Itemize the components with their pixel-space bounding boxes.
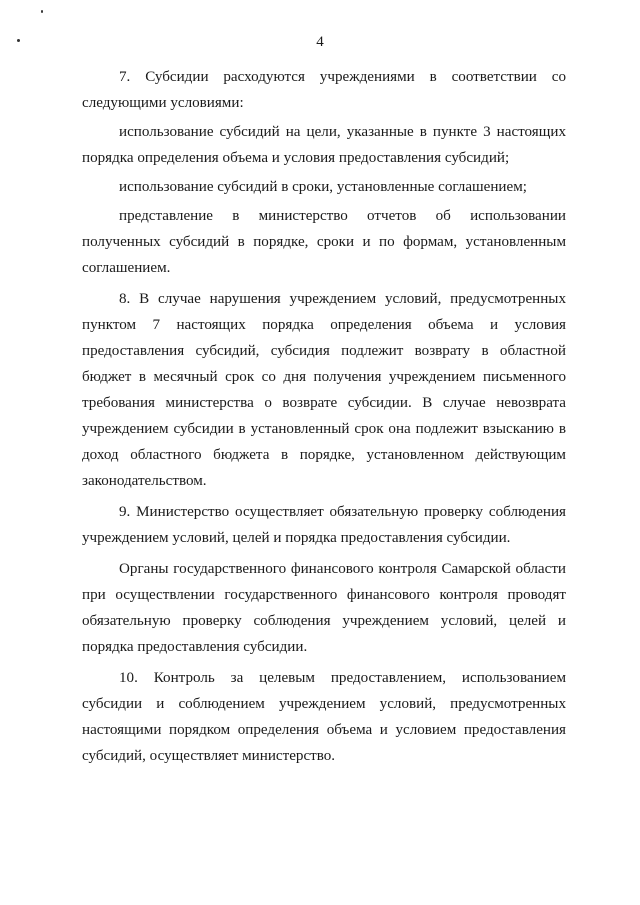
- paragraph-7-condition-1: использование субсидий на цели, указанные в пункте 3 настоящих порядка определения объема и условия предоставления субсидий;: [82, 124, 566, 166]
- paragraph-7-condition-2: использование субсидий в сроки, установленные соглашением;: [119, 179, 527, 195]
- paragraph-7: 7. Субсидии расходуются учреждениями в соответствии со следующими условиями:: [82, 69, 566, 111]
- paragraph-8: 8. В случае нарушения учреждением условий, предусмотренных пунктом 7 настоящих порядка определения объема и условия предоставления субсидий, субсидия подлежит возврату в областной бюджет в месячный срок со дня получения учреждением письменного требования министерства о возврате субсидии. В случае невозврата учреждением субсидии в установленный срок она подлежит взысканию в доход областного бюджета в порядке, установленном действующим законодательством.: [82, 291, 566, 489]
- paragraph-9: 9. Министерство осуществляет обязательную проверку соблюдения учреждением условий, целей и порядка предоставления субсидии.: [82, 504, 566, 546]
- paragraph-10: 10. Контроль за целевым предоставлением, использованием субсидии и соблюдением учреждением условий, предусмотренных настоящими порядком определения объема и условием предоставления субсидий, осуществляет министерство.: [82, 670, 566, 764]
- paragraph-7-condition-3: представление в министерство отчетов об использовании полученных субсидий в порядке, сроки и по формам, установленным соглашением.: [82, 208, 566, 276]
- page-number: 4: [316, 34, 324, 50]
- scan-speck: [41, 10, 43, 13]
- document-body: [82, 64, 566, 769]
- paragraph-9-control-bodies: Органы государственного финансового контроля Самарской области при осуществлении государственного финансового контроля проводят обязательную проверку соблюдения учреждением условий, целей и порядка предоставления субсидии.: [82, 561, 566, 655]
